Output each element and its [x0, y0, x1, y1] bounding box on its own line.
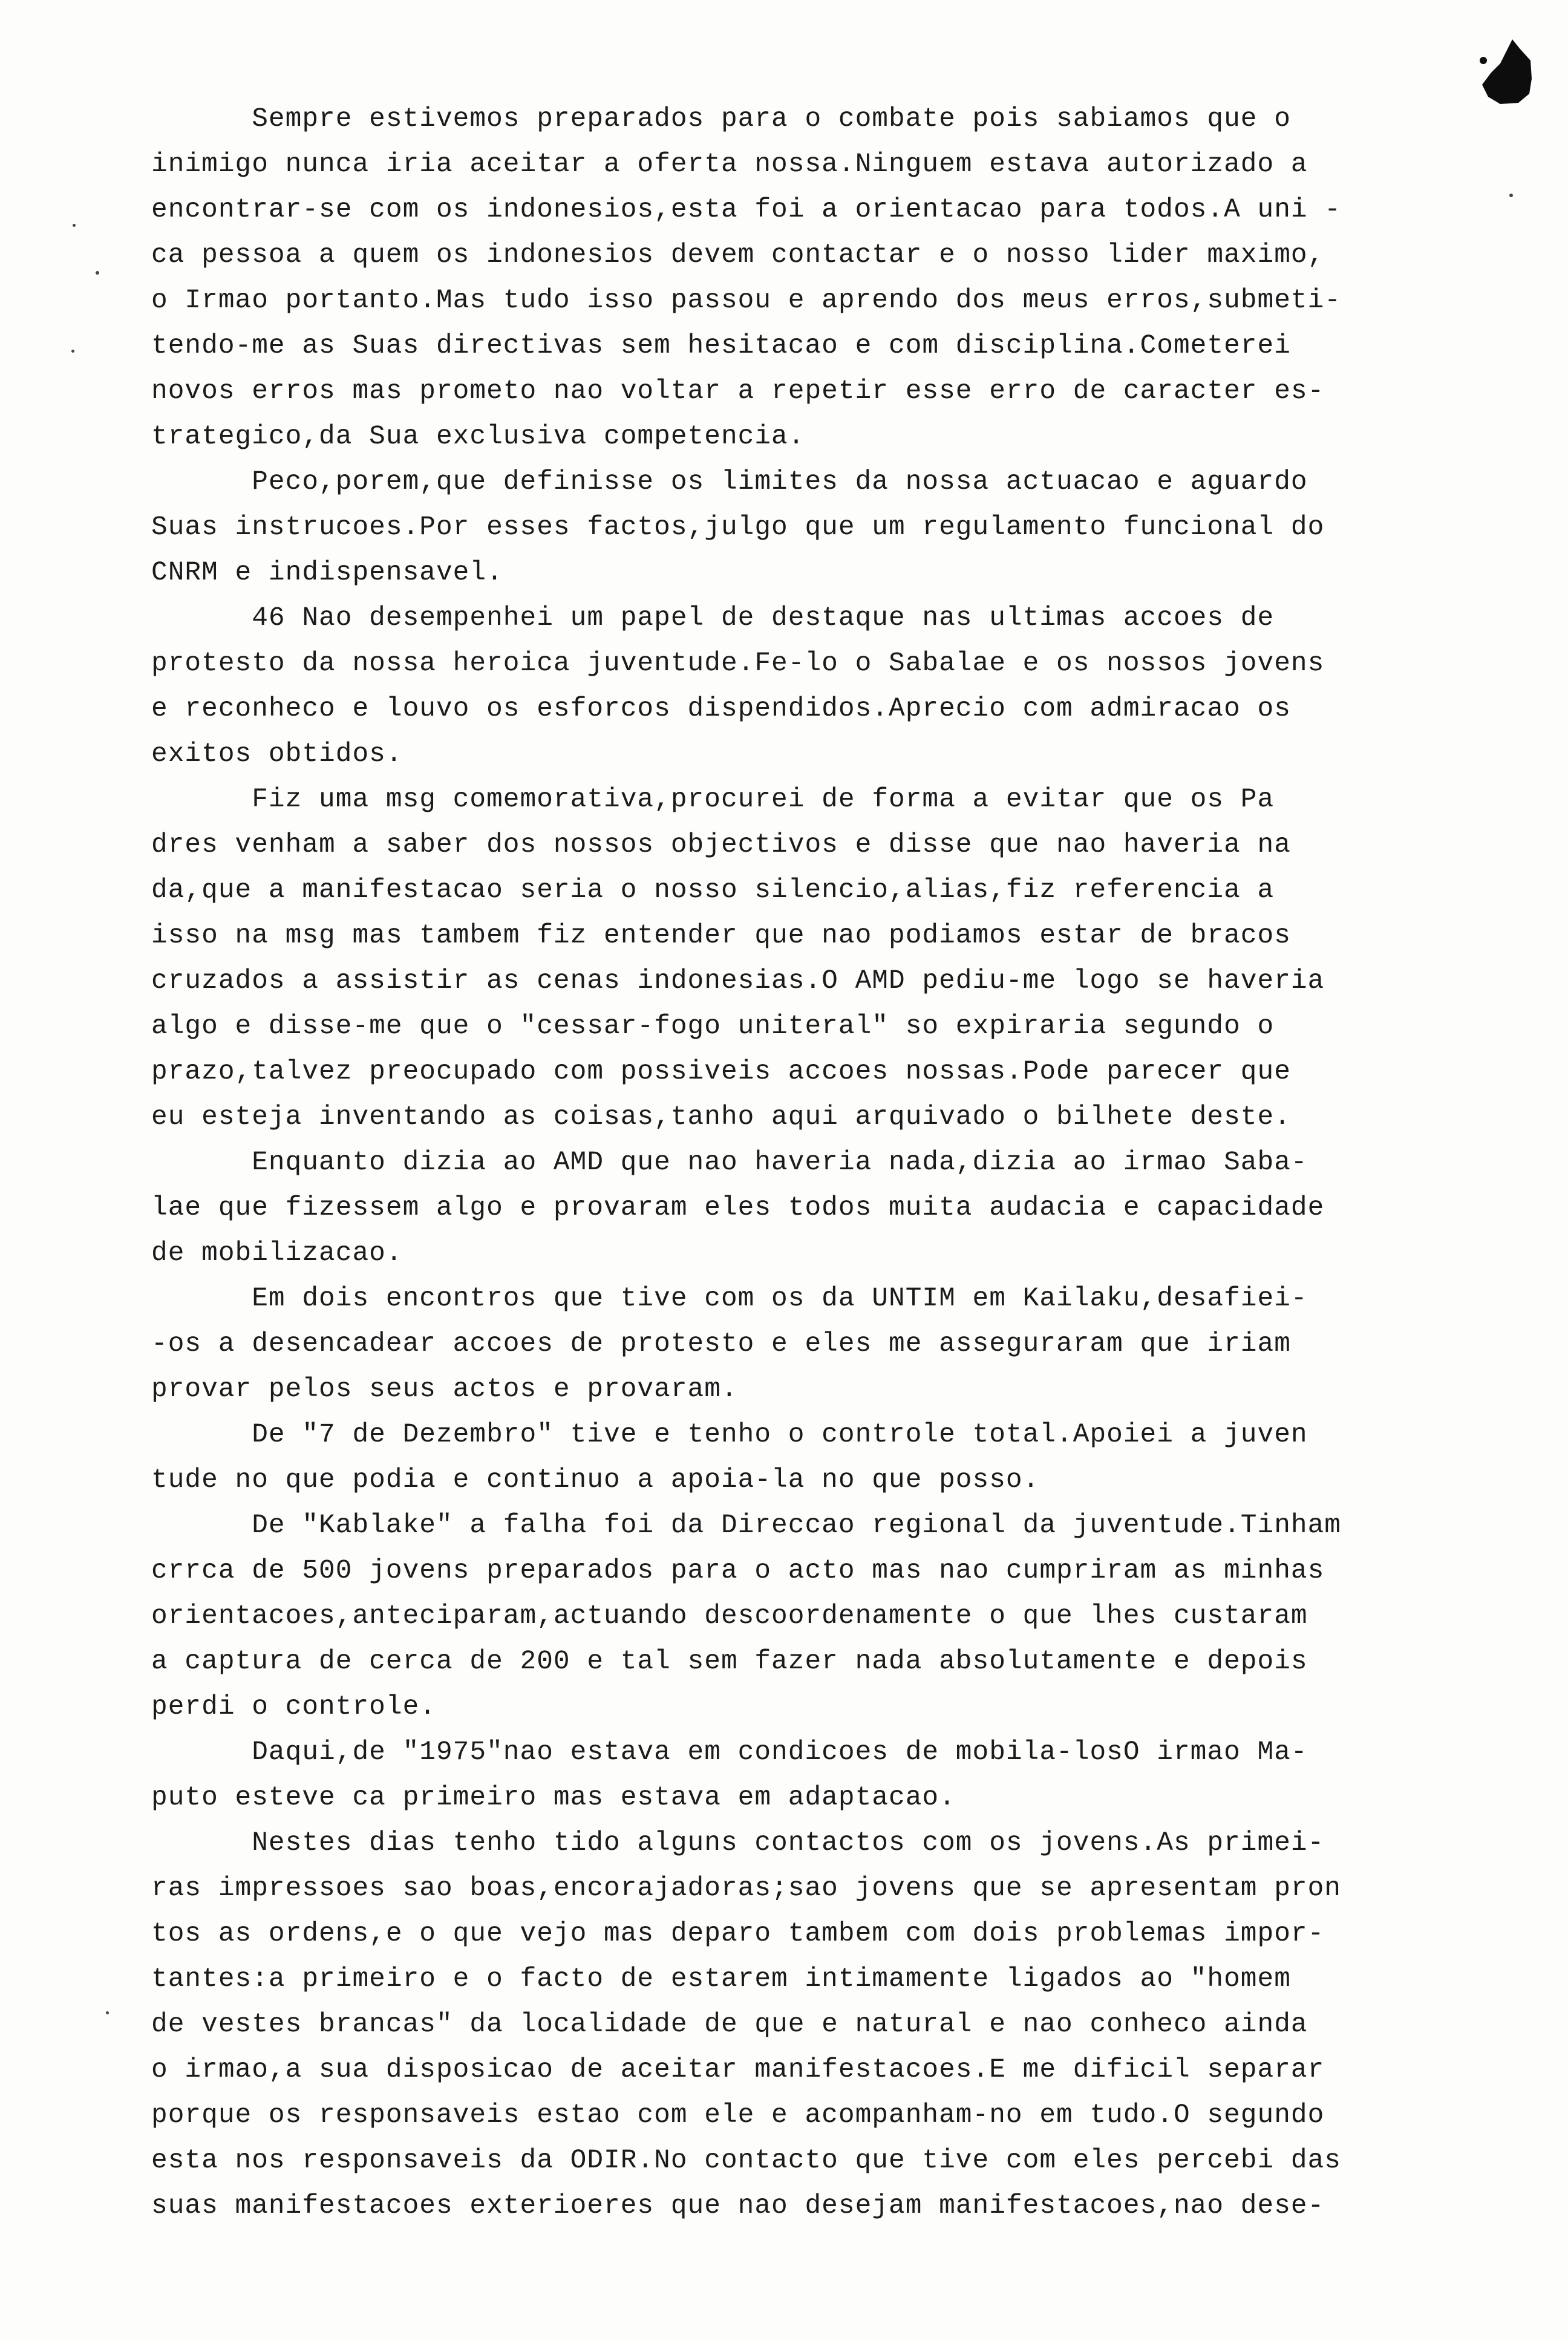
margin-speck [71, 350, 74, 353]
text-line: novos erros mas prometo nao voltar a repetir esse erro de caracter es- [151, 376, 1325, 406]
text-line: Sempre estivemos preparados para o combate pois sabiamos que o [151, 104, 1291, 134]
text-line: -os a desencadear accoes de protesto e eles me asseguraram que iriam [151, 1329, 1291, 1359]
text-line: De "7 de Dezembro" tive e tenho o controle total.Apoiei a juven [151, 1420, 1308, 1450]
text-line: tendo-me as Suas directivas sem hesitacao e com disciplina.Cometerei [151, 331, 1291, 361]
text-line: Fiz uma msg comemorativa,procurei de forma a evitar que os Pa [151, 785, 1275, 815]
text-line: Peco,porem,que definisse os limites da nossa actuacao e aguardo [151, 467, 1308, 497]
ink-blot-mark [1476, 36, 1534, 109]
margin-speck [96, 271, 99, 275]
text-line: de vestes brancas" da localidade de que e natural e nao conheco ainda [151, 2010, 1308, 2040]
text-line: crrca de 500 jovens preparados para o acto mas nao cumpriram as minhas [151, 1556, 1325, 1586]
text-line: lae que fizessem algo e provaram eles todos muita audacia e capacidade [151, 1193, 1325, 1223]
text-line: cruzados a assistir as cenas indonesias.O AMD pediu-me logo se haveria [151, 966, 1325, 996]
text-line: e reconheco e louvo os esforcos dispendidos.Aprecio com admiracao os [151, 694, 1291, 724]
text-line: dres venham a saber dos nossos objectivos e disse que nao haveria na [151, 830, 1291, 860]
margin-speck [106, 2011, 109, 2014]
text-line: Enquanto dizia ao AMD que nao haveria nada,dizia ao irmao Saba- [151, 1148, 1308, 1178]
text-line: CNRM e indispensavel. [151, 558, 503, 588]
text-line: exitos obtidos. [151, 739, 403, 769]
text-line: encontrar-se com os indonesios,esta foi a orientacao para todos.A uni - [151, 195, 1342, 225]
text-line: perdi o controle. [151, 1692, 436, 1722]
text-line: De "Kablake" a falha foi da Direccao regional da juventude.Tinham [151, 1510, 1342, 1541]
text-line: Daqui,de "1975"nao estava em condicoes de mobila-losO irmao Ma- [151, 1737, 1308, 1768]
text-line: orientacoes,anteciparam,actuando descoordenamente o que lhes custaram [151, 1601, 1308, 1631]
text-line: algo e disse-me que o "cessar-fogo uniteral" so expiraria segundo o [151, 1011, 1275, 1042]
text-line: inimigo nunca iria aceitar a oferta nossa.Ninguem estava autorizado a [151, 149, 1308, 180]
text-line: puto esteve ca primeiro mas estava em adaptacao. [151, 1783, 956, 1813]
text-line: provar pelos seus actos e provaram. [151, 1374, 738, 1405]
text-line: o Irmao portanto.Mas tudo isso passou e aprendo dos meus erros,submeti- [151, 286, 1342, 316]
text-line: trategico,da Sua exclusiva competencia. [151, 422, 805, 452]
text-line: Suas instrucoes.Por esses factos,julgo que um regulamento funcional do [151, 512, 1325, 543]
text-line: eu esteja inventando as coisas,tanho aqui arquivado o bilhete deste. [151, 1102, 1291, 1132]
text-line: tude no que podia e continuo a apoia-la no que posso. [151, 1465, 1040, 1495]
text-line: protesto da nossa heroica juventude.Fe-lo o Sabalae e os nossos jovens [151, 648, 1325, 679]
text-line: o irmao,a sua disposicao de aceitar manifestacoes.E me dificil separar [151, 2055, 1325, 2085]
margin-speck [1509, 194, 1513, 197]
text-line: 46 Nao desempenhei um papel de destaque nas ultimas accoes de [151, 603, 1275, 633]
text-line: a captura de cerca de 200 e tal sem fazer nada absolutamente e depois [151, 1647, 1308, 1677]
text-line: isso na msg mas tambem fiz entender que nao podiamos estar de bracos [151, 921, 1291, 951]
text-line: porque os responsaveis estao com ele e acompanham-no em tudo.O segundo [151, 2100, 1325, 2130]
text-line: esta nos responsaveis da ODIR.No contacto que tive com eles percebi das [151, 2146, 1342, 2176]
text-line: prazo,talvez preocupado com possiveis accoes nossas.Pode parecer que [151, 1057, 1291, 1087]
margin-speck [73, 224, 76, 227]
text-line: de mobilizacao. [151, 1238, 403, 1268]
text-line: ca pessoa a quem os indonesios devem contactar e o nosso lider maximo, [151, 240, 1325, 270]
text-line: da,que a manifestacao seria o nosso silencio,alias,fiz referencia a [151, 875, 1275, 906]
text-line: Em dois encontros que tive com os da UNTIM em Kailaku,desafiei- [151, 1284, 1308, 1314]
text-line: tos as ordens,e o que vejo mas deparo tambem com dois problemas impor- [151, 1919, 1325, 1949]
text-line: suas manifestacoes exterioeres que nao desejam manifestacoes,nao dese- [151, 2191, 1325, 2221]
typed-letter-text [151, 97, 1458, 2229]
text-line: ras impressoes sao boas,encorajadoras;sao jovens que se apresentam pron [151, 1873, 1342, 1904]
text-line: tantes:a primeiro e o facto de estarem intimamente ligados ao "homem [151, 1964, 1291, 1994]
text-line: Nestes dias tenho tido alguns contactos com os jovens.As primei- [151, 1828, 1325, 1858]
